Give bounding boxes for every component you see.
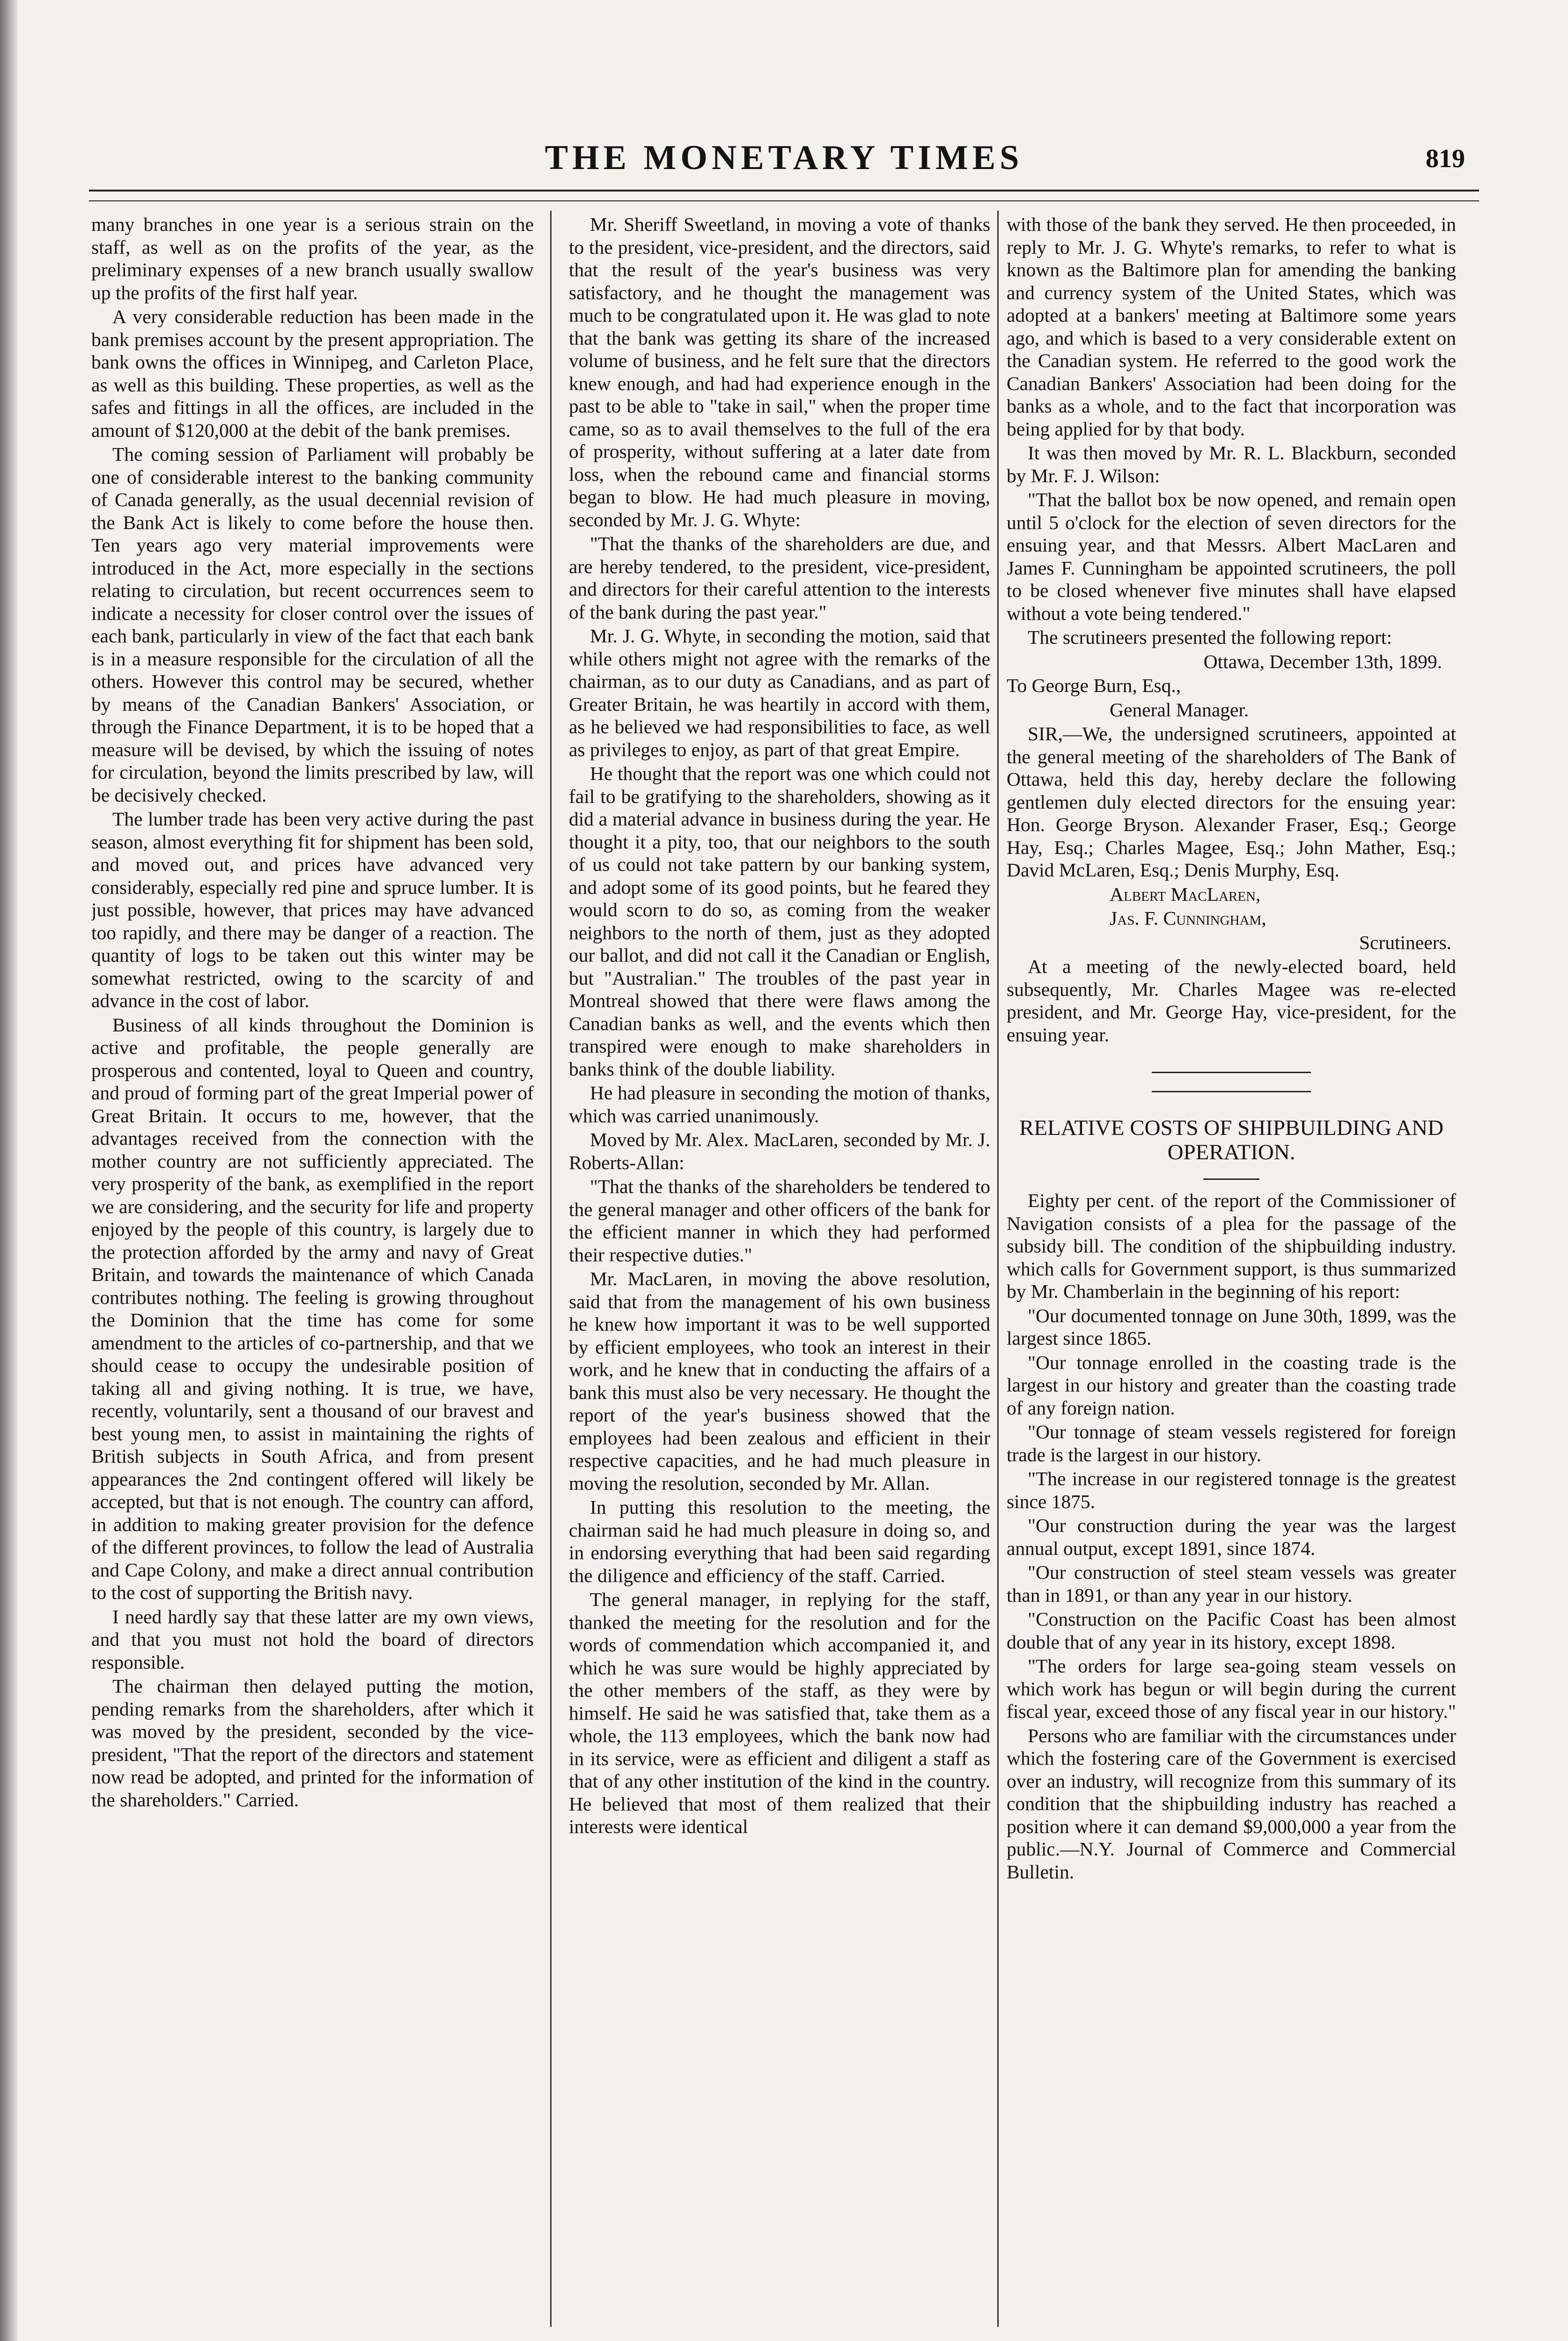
paragraph: The scrutineers presented the following report: xyxy=(1028,626,1392,648)
paragraph: At a meeting of the newly-elected board, held subsequently, Mr. Charles Magee was re-elected president, and Mr. George Hay, vice-president, for the ensuing year. xyxy=(1007,956,1456,1045)
paragraph: Persons who are familiar with the circumstances under which the fostering care of the Government is exercised over an industry, will recognize from this summary of its condition that the shipbuilding industry has reached a position where it can demand $9,000,000 a year from the public.—N.Y. Journal of Commerce and Commercial Bulletin. xyxy=(1007,1724,1456,1883)
paragraph: He had pleasure in seconding the motion of thanks, which was carried unanimously. xyxy=(569,1082,990,1126)
paragraph: Eighty per cent. of the report of the Commissioner of Navigation consists of a plea for the passage of the subsidy bill. The condition of the shipbuilding industry. which calls for Government support, is thus summarized by Mr. Chamberlain in the beginning of his report: xyxy=(1007,1190,1456,1302)
report-body: SIR,—We, the undersigned scrutineers, appointed at the general meeting of the shareholders of The Bank of Ottawa, held this day, hereby declare the following gentlemen duly elected directors for the ensuing year: Hon. George Bryson. Alexander Fraser, Esq.; George Hay, Esq.; Charles Magee, Esq.; John Mather, Esq.; David McLaren, Esq.; Denis Murphy, Esq. xyxy=(1007,723,1456,881)
report-addressee: To George Burn, Esq., xyxy=(1007,675,1181,696)
heading-rule xyxy=(1203,1178,1259,1180)
paragraph: "Our tonnage of steam vessels registered for foreign trade is the largest in our history. xyxy=(1007,1421,1456,1465)
paragraph: "The orders for large sea-going steam vessels on which work has begun or will begin during the current fiscal year, exceed those of any fiscal year in our history." xyxy=(1007,1655,1456,1722)
signatory-1: Albert MacLaren, xyxy=(1110,883,1261,905)
masthead-title: THE MONETARY TIMES xyxy=(545,139,1023,177)
paragraph: The general manager, in replying for the staff, thanked the meeting for the resolution and for the words of commendation which accompanied it, and which he was sure would be highly appreciated by the other members of the staff, as they were by himself. He said he was satisfied that, take them as a whole, the 113 employees, which the bank now had in its service, were as efficient and diligent a staff as that of any other institution of the kind in the country. He believed that most of them realized that their interests were identical xyxy=(569,1589,990,1837)
page-header xyxy=(89,138,1479,190)
page-left-edge xyxy=(0,0,18,2341)
paragraph: with those of the bank they served. He then proceeded, in reply to Mr. J. G. Whyte's remarks, to refer to what is known as the Baltimore plan for amending the banking and currency system of the United States, which was adopted at a bankers' meeting at Baltimore some years ago, and which is based to a very considerable extent on the Canadian system. He referred to the good work the Canadian Bankers' Association had been doing for the banks as a whole, and to the fact that incorporation was being applied for by that body. xyxy=(1007,213,1456,440)
section-divider xyxy=(1152,1072,1311,1073)
section-divider xyxy=(1152,1091,1311,1092)
paragraph: Mr. MacLaren, in moving the above resolution, said that from the management of his own business he knew how important it was to be well supported by efficient employees, who took an interest in their work, and he knew that in conducting the affairs of a bank this must also be very necessary. He thought the report of the year's business showed that the employees had been zealous and efficient in their respective capacities, and he had much pleasure in moving the resolution, seconded by Mr. Allan. xyxy=(569,1268,990,1494)
paragraph: The chairman then delayed putting the motion, pending remarks from the shareholders, after which it was moved by the president, seconded by the vice-president, "That the report of the directors and statement now read be adopted, and printed for the information of the shareholders." Carried. xyxy=(91,1675,534,1811)
paragraph: "Our tonnage enrolled in the coasting trade is the largest in our history and greater than the coasting trade of any foreign nation. xyxy=(1007,1351,1456,1419)
paragraph: "That the ballot box be now opened, and remain open until 5 o'clock for the election of seven directors for the ensuing year, and that Messrs. Albert MacLaren and James F. Cunningham be appointed scrutineers, the poll to be closed whenever five minutes shall have elapsed without a vote being tendered." xyxy=(1007,489,1456,624)
header-rule-thick xyxy=(89,190,1479,191)
paragraph: In putting this resolution to the meeting, the chairman said he had much pleasure in doing so, and in endorsing everything that had been said regarding the diligence and efficiency of the staff. Carried. xyxy=(569,1496,990,1586)
column-2 xyxy=(569,213,990,2325)
report-date: Ottawa, December 13th, 1899. xyxy=(1203,650,1442,672)
paragraph: "That the thanks of the shareholders be tendered to the general manager and other officers of the bank for the efficient manner in which they had performed their respective duties." xyxy=(569,1176,990,1266)
column-1 xyxy=(91,213,534,2325)
paragraph: Mr. J. G. Whyte, in seconding the motion, said that while others might not agree with the remarks of the chairman, as to our duty as Canadians, and as part of Greater Britain, he was heartily in accord with them, as he believed we had responsibilities to face, as well as privileges to enjoy, as part of that great Empire. xyxy=(569,625,990,760)
article-heading: RELATIVE COSTS OF SHIPBUILDING AND OPERATION. xyxy=(1019,1116,1444,1164)
paragraph: He thought that the report was one which could not fail to be gratifying to the shareholders, showing as it did a material advance in business during the year. He thought it a pity, too, that our neighbors to the south of us could not take pattern by our banking system, and adopt some of its good points, but he feared they would scorn to do so, as coming from the weaker neighbors to the north of them, just as they adopted our ballot, and did not call it the Canadian or English, but "Australian." The troubles of the past year in Montreal showed that there were flaws among the Canadian banks as well, and the events which then transpired were enough to make shareholders in banks think of the double liability. xyxy=(569,763,990,1080)
paragraph: Mr. Sheriff Sweetland, in moving a vote of thanks to the president, vice-president, and the directors, said that the result of the year's business was very satisfactory, and he thought the management was much to be congratulated upon it. He was glad to note that the bank was getting its share of the increased volume of business, and he felt sure that the directors knew enough, and had had experience enough in the past to be able to "take in sail," when the proper time came, so as to avail themselves to the full of the era of prosperity, without suffering at a later date from loss, when the rebound came and financial storms began to blow. He had much pleasure in moving, seconded by Mr. J. G. Whyte: xyxy=(569,213,990,530)
header-rule-thin xyxy=(89,200,1479,201)
page-number: 819 xyxy=(1426,144,1465,173)
column-divider-1 xyxy=(550,211,552,2327)
paragraph: A very considerable reduction has been made in the bank premises account by the present appropriation. The bank owns the offices in Winnipeg, and Carleton Place, as well as this building. These properties, as well as the safes and fittings in all the offices, are included in the amount of $120,000 at the debit of the bank premises. xyxy=(91,306,534,441)
report-addressee-title: General Manager. xyxy=(1110,699,1249,721)
paragraph: "Our construction of steel steam vessels was greater than in 1891, or than any year in our history. xyxy=(1007,1561,1456,1606)
paragraph: "Our documented tonnage on June 30th, 1899, was the largest since 1865. xyxy=(1007,1304,1456,1349)
paragraph: "The increase in our registered tonnage is the greatest since 1875. xyxy=(1007,1468,1456,1512)
paragraph: I need hardly say that these latter are my own views, and that you must not hold the board of directors responsible. xyxy=(91,1605,534,1673)
paragraph: "Construction on the Pacific Coast has been almost double that of any year in its history, except 1898. xyxy=(1007,1608,1456,1653)
column-divider-2 xyxy=(997,211,999,2327)
column-3 xyxy=(1007,213,1456,2325)
signatory-2: Jas. F. Cunningham, xyxy=(1110,907,1266,929)
paragraph: Moved by Mr. Alex. MacLaren, seconded by Mr. J. Roberts-Allan: xyxy=(569,1129,990,1173)
paragraph: Business of all kinds throughout the Dominion is active and profitable, the people generally are prosperous and contented, loyal to Queen and country, and proud of forming part of the great Imperial power of Great Britain. It occurs to me, however, that the advantages received from the connection with the mother country are not sufficiently appreciated. The very prosperity of the bank, as exemplified in the report we are considering, and the security for life and property enjoyed by the people of this country, is largely due to the protection afforded by the army and navy of Great Britain, and towards the maintenance of which Canada contributes nothing. The feeling is growing throughout the Dominion that the time has come for some amendment to the articles of co-partnership, and that we should cease to occupy the undesirable position of taking all and giving nothing. It is true, we have, recently, voluntarily, sent a thousand of our bravest and best young men, to assist in maintaining the rights of British subjects in South Africa, and from present appearances the 2nd contingent offered will likely be accepted, but that is not enough. The country can afford, in addition to making greater provision for the defence of the different provinces, to follow the lead of Australia and Cape Colony, and make a direct annual contribution to the cost of supporting the British navy. xyxy=(91,1014,534,1603)
paragraph: The coming session of Parliament will probably be one of considerable interest to the banking community of Canada generally, as the usual decennial revision of the Bank Act is likely to come before the house then. Ten years ago very material improvements were introduced in the Act, more especially in the sections relating to circulation, but recent occurrences seem to indicate a necessity for closer control over the issues of each bank, particularly in view of the fact that each bank is in a measure responsible for the circulation of all the others. However this control may be secured, whether by means of the Canadian Bankers' Association, or through the Finance Department, it is to be hoped that a measure will be devised, by which the issuing of notes for circulation, beyond the limits prescribed by law, will be decisively checked. xyxy=(91,443,534,806)
paragraph: many branches in one year is a serious strain on the staff, as well as on the profits of the year, as the preliminary expenses of a new branch usually swallow up the profits of the first half year. xyxy=(91,213,534,303)
paragraph: The lumber trade has been very active during the past season, almost everything fit for shipment has been sold, and moved out, and prices have advanced very considerably, especially red pine and spruce lumber. It is just possible, however, that prices may have advanced too rapidly, and there may be danger of a reaction. The quantity of logs to be taken out this winter may be somewhat restricted, owing to the scarcity of and advance in the cost of labor. xyxy=(91,808,534,1011)
paragraph: "That the thanks of the shareholders are due, and are hereby tendered, to the president, vice-president, and directors for their careful attention to the interests of the bank during the past year." xyxy=(569,533,990,623)
paragraph: "Our construction during the year was the largest annual output, except 1891, since 1874. xyxy=(1007,1515,1456,1559)
signatory-role: Scrutineers. xyxy=(1359,931,1451,953)
paragraph: It was then moved by Mr. R. L. Blackburn, seconded by Mr. F. J. Wilson: xyxy=(1007,442,1456,486)
